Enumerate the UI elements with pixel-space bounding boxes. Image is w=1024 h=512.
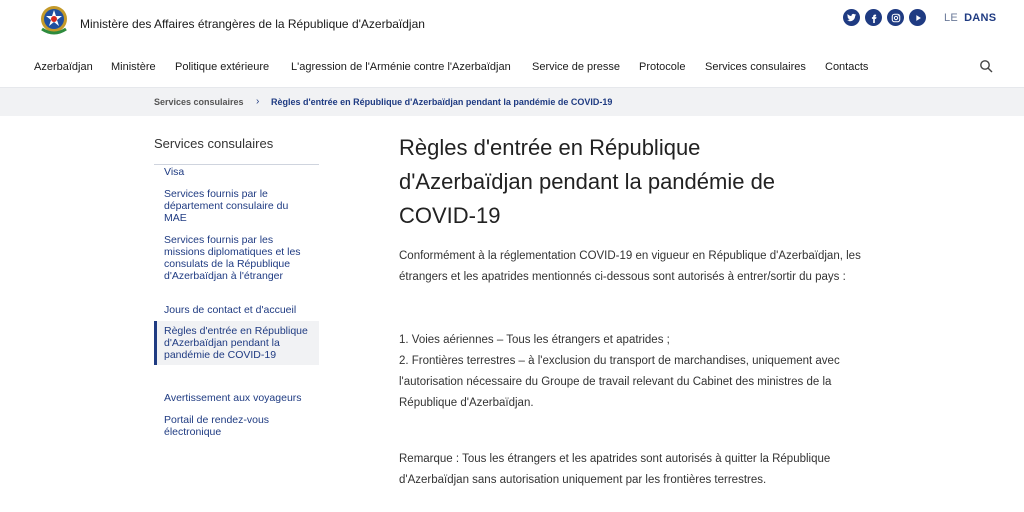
nav-item-azerbaijan[interactable]: Azerbaïdjan <box>34 61 93 73</box>
instagram-icon[interactable] <box>887 9 904 26</box>
language-switcher[interactable] <box>944 12 996 24</box>
sidebar-item-travel-warning[interactable]: Avertissement aux voyageurs <box>164 392 302 404</box>
nav-item-armenian-aggression[interactable]: L'agression de l'Arménie contre l'Azerbaïdjan <box>291 61 511 73</box>
youtube-icon[interactable] <box>909 9 926 26</box>
sidebar-item-contact-days[interactable]: Jours de contact et d'accueil <box>164 304 297 316</box>
state-emblem-logo[interactable] <box>38 3 70 37</box>
sidebar-item-visa[interactable]: Visa <box>164 166 185 178</box>
breadcrumb-separator: › <box>256 96 260 107</box>
twitter-icon[interactable] <box>843 9 860 26</box>
search-icon[interactable] <box>979 59 993 73</box>
language-dans[interactable]: DANS <box>964 12 997 24</box>
nav-item-protocol[interactable]: Protocole <box>639 61 686 73</box>
sidebar-item-diplomatic-missions[interactable]: Services fournis par les missions diplomatiques et les consulats de la République d'Azerbaïdjan à l'étranger <box>164 234 301 282</box>
sidebar-item-covid-entry-rules[interactable]: Règles d'entrée en République d'Azerbaïdjan pendant la pandémie de COVID-19 <box>154 321 319 365</box>
nav-item-contacts[interactable]: Contacts <box>825 61 869 73</box>
sidebar-item-mae-department[interactable]: Services fournis par le département consulaire du MAE <box>164 188 289 224</box>
site-title[interactable]: Ministère des Affaires étrangères de la République d'Azerbaïdjan <box>80 17 425 31</box>
remark-paragraph: Remarque : Tous les étrangers et les apatrides sont autorisés à quitter la République d'Azerbaïdjan sans autorisation uniquement par les frontières terrestres. <box>399 453 831 486</box>
breadcrumb-parent-link[interactable]: Services consulaires <box>154 97 244 107</box>
nav-item-foreign-policy[interactable]: Politique extérieure <box>175 61 270 73</box>
language-le[interactable]: LE <box>944 12 959 24</box>
breadcrumb-current: Règles d'entrée en République d'Azerbaïdjan pendant la pandémie de COVID-19 <box>271 97 613 107</box>
breadcrumb <box>0 87 1024 116</box>
main-nav <box>0 52 1024 84</box>
social-links <box>843 9 926 26</box>
page-title: Règles d'entrée en République d'Azerbaïdjan pendant la pandémie de COVID-19 <box>399 135 776 228</box>
rule-air-routes: 1. Voies aériennes – Tous les étrangers et apatrides ; <box>399 334 670 346</box>
site-header <box>0 0 1024 44</box>
facebook-icon[interactable] <box>865 9 882 26</box>
nav-item-press-service[interactable]: Service de presse <box>532 61 621 73</box>
rule-land-borders: 2. Frontières terrestres – à l'exclusion du transport de marchandises, uniquement avec l'autorisation nécessaire du Groupe de travail relevant du Cabinet des ministres de la République d'Azerbaïdjan. <box>399 355 840 409</box>
nav-item-consular-services[interactable]: Services consulaires <box>705 61 806 73</box>
intro-paragraph: Conformément à la réglementation COVID-19 en vigueur en République d'Azerbaïdjan, les étrangers et les apatrides mentionnés ci-dessous sont autorisés à entrer/sortir du pays : <box>399 250 861 283</box>
nav-item-ministry[interactable]: Ministère <box>111 61 156 73</box>
sidebar-heading: Services consulaires <box>154 136 319 165</box>
sidebar-item-appointment-portal[interactable]: Portail de rendez-vous électronique <box>164 414 270 438</box>
